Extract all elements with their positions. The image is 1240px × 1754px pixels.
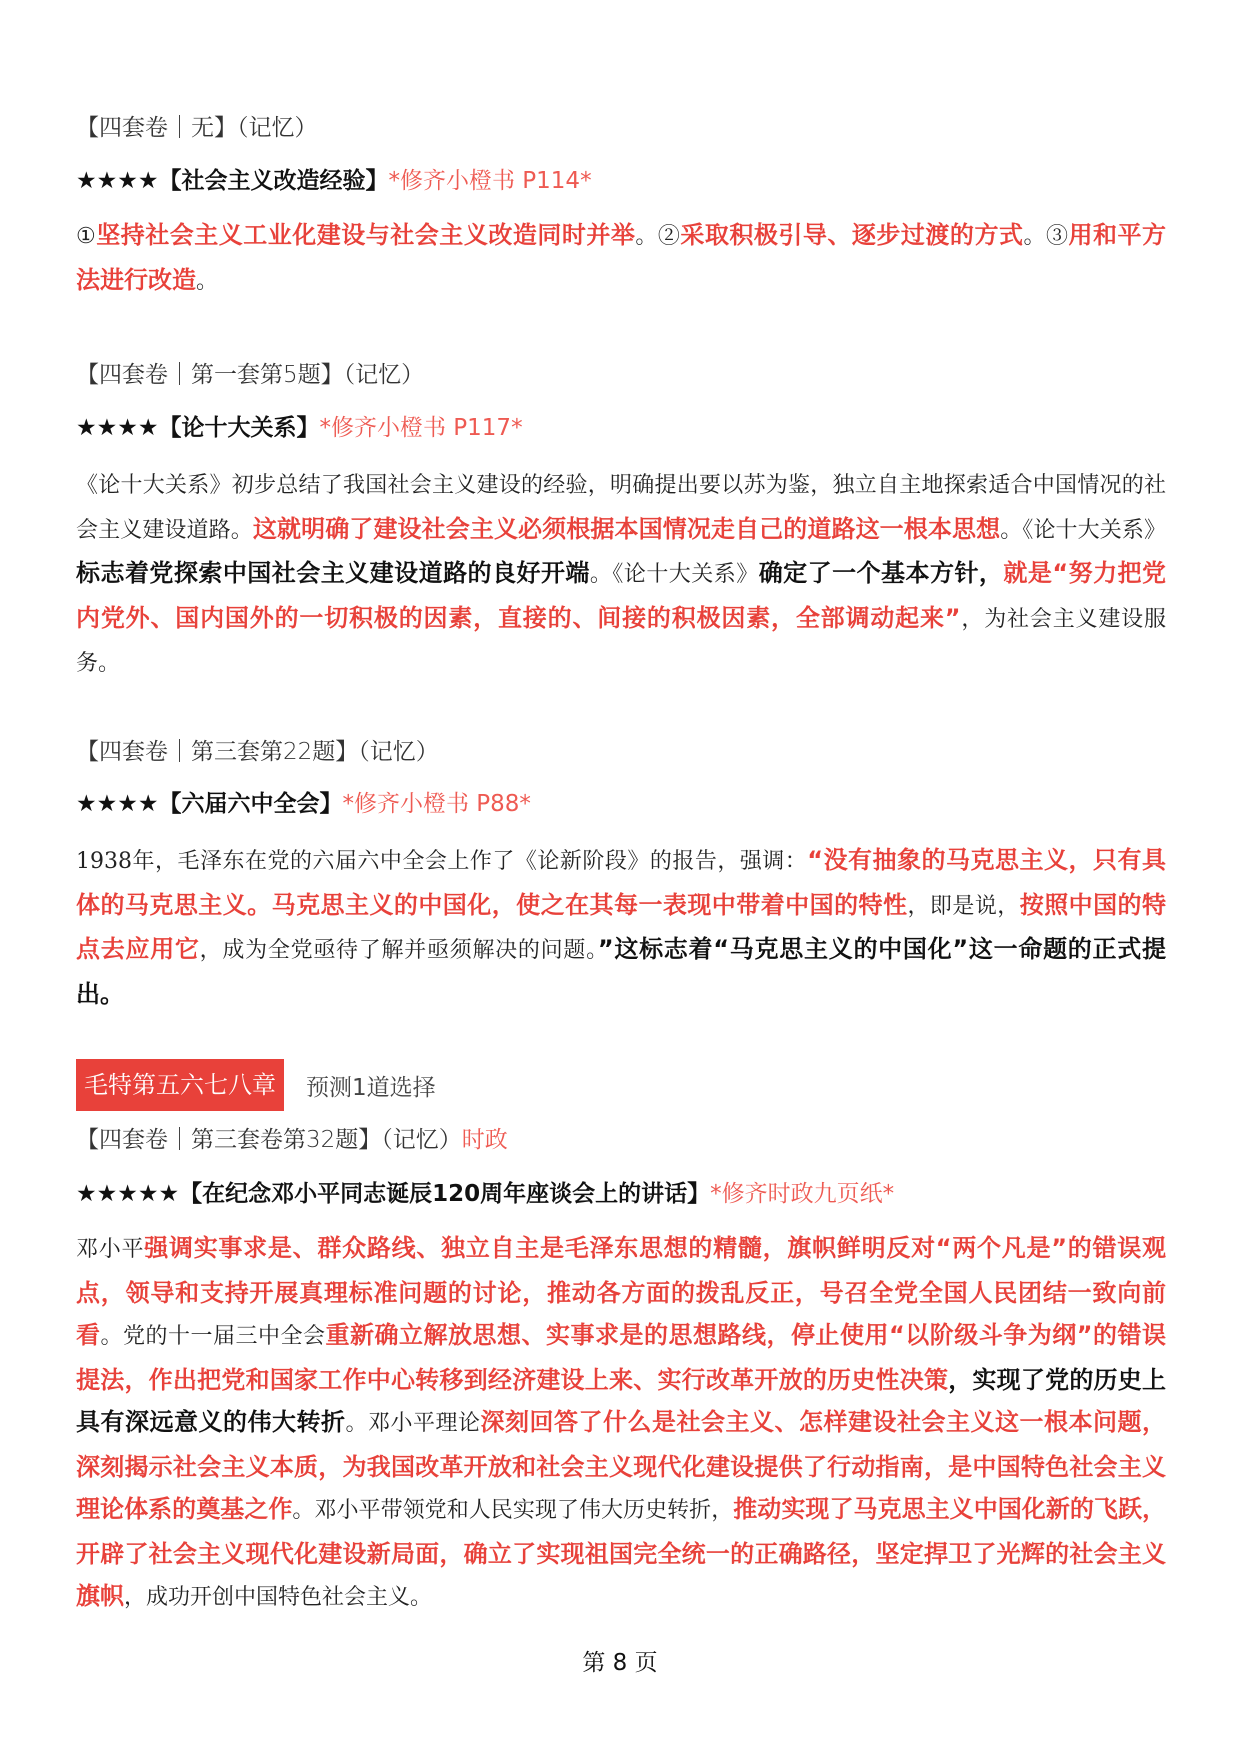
header-text: 【四套卷｜第三套第22题】（记忆） [76, 739, 439, 765]
text-segment-red: 推动实现了马克思主义中国化新的飞跃，开辟了社会主义现代化建设新局面，确立了实现祖国完全统一的正确路径，坚定捍卫了光辉的社会主义旗帜 [76, 1495, 1166, 1610]
header-text: 【四套卷｜第三套卷第32题】（记忆） [76, 1127, 462, 1153]
text-segment-red: “没有抽象的马克思主义，只有具体的马克思主义。马克思主义的中国化，使之在其每一表现中带着中国的特性 [76, 846, 1166, 919]
text-segment-plain: 。党的十一届三中全会 [100, 1324, 326, 1349]
text-segment-plain: 《论十大关系》初步总结了我国社会主义建设的经验，明确提出要以苏为鉴，独立自主地探索适合中国情况的社会主义建设道路。 [76, 473, 1166, 543]
section-4-paragraph [76, 1227, 1166, 1620]
text-segment-red: 重新确立解放思想、实事求是的思想路线，停止使用“以阶级斗争为纲”的错误提法，作出把党和国家工作中心转移到经济建设上来、实行改革开放的历史性决策 [76, 1321, 1166, 1394]
topic-tag: 时政 [461, 1127, 508, 1153]
section-2-header [76, 354, 1166, 396]
text-segment-plain: ① [76, 224, 97, 249]
text-segment-red: 就是“努力把党内党外、国内国外的一切积极的因素，直接的、间接的积极因素，全部调动起来” [76, 559, 1167, 632]
page-number: 第 8 页 [582, 1650, 658, 1676]
section-3-paragraph [76, 839, 1166, 1015]
header-text: 【四套卷｜无】（记忆） [76, 115, 318, 141]
source-note: *修齐小橙书 P114* [388, 168, 592, 194]
title-text: ★★★★【社会主义改造经验】 [76, 168, 389, 194]
source-note: *修齐小橙书 P88* [342, 791, 531, 817]
text-segment-plain: 。邓小平理论 [345, 1411, 481, 1436]
section-4-header [76, 1119, 1166, 1161]
text-segment-red: 采取积极引导、逐步过渡的方式 [680, 221, 1024, 249]
section-1-paragraph [76, 214, 1166, 303]
text-segment-plain: ，即是说， [907, 893, 1020, 919]
text-segment-red: 用和平方法进行改造 [76, 221, 1166, 294]
section-3-title [76, 783, 1166, 825]
text-segment-bold: 标志着党探索中国社会主义建设道路的良好开端 [76, 559, 590, 587]
text-segment-plain: 。③ [1023, 224, 1069, 249]
text-segment-plain: 。《论十大关系》 [589, 562, 759, 587]
header-text: 【四套卷｜第一套第5题】（记忆） [76, 362, 425, 388]
text-segment-plain: 。 [196, 268, 219, 294]
text-segment-red: 坚持社会主义工业化建设与社会主义改造同时并举 [96, 221, 636, 249]
title-text: ★★★★【六届六中全会】 [76, 791, 343, 817]
text-segment-red: 这就明确了建设社会主义必须根据本国情况走自己的道路这一根本思想 [252, 514, 1001, 543]
chapter-prediction: 预测1道选择 [306, 1074, 436, 1101]
source-note: *修齐小橙书 P117* [319, 415, 523, 441]
chapter-badge: 毛特第五六七八章 [76, 1059, 284, 1111]
title-text: ★★★★【论十大关系】 [76, 415, 320, 441]
text-segment-plain: ，成功开创中国特色社会主义。 [124, 1585, 433, 1610]
section-1-header [76, 107, 1166, 149]
section-1-title [76, 160, 1166, 202]
section-3-header [76, 731, 1166, 773]
text-segment-red: 按照中国的特点去应用它 [76, 890, 1167, 963]
section-2-title [76, 407, 1166, 449]
source-note: *修齐时政九页纸* [710, 1181, 895, 1207]
title-text: ★★★★★【在纪念邓小平同志诞辰120周年座谈会上的讲话】 [76, 1181, 711, 1207]
text-segment-red: 强调实事求是、群众路线、独立自主是毛泽东思想的精髓，旗帜鲜明反对“两个凡是”的错误观点，领导和支持开展真理标准问题的讨论，推动各方面的拨乱反正，号召全党全国人民团结一致向前看 [76, 1234, 1166, 1349]
text-segment-plain: 。邓小平带领党和人民实现了伟大历史转折， [292, 1498, 734, 1523]
text-segment-plain: 。《论十大关系》 [1000, 517, 1166, 543]
text-segment-bold: 确定了一个基本方针， [758, 559, 1004, 587]
chapter-heading [76, 1059, 436, 1111]
text-segment-plain: ，成为全党亟待了解并亟须解决的问题。 [199, 938, 598, 963]
text-segment-plain: 邓小平 [76, 1237, 145, 1262]
text-segment-bold: ”这标志着“马克思主义的中国化”这一命题的正式提出。 [76, 935, 1166, 1008]
text-segment-plain: 。② [635, 224, 681, 249]
section-2-paragraph [76, 463, 1166, 686]
text-segment-bold: ，实现了党的历史上具有深远意义的伟大转折 [76, 1365, 1167, 1436]
text-segment-plain: ，为社会主义建设服务。 [76, 606, 1166, 676]
text-segment-plain: 1938年，毛泽东在党的六届六中全会上作了《论新阶段》的报告，强调： [76, 849, 808, 874]
section-4-title [76, 1173, 1166, 1215]
text-segment-red: 深刻回答了什么是社会主义、怎样建设社会主义这一根本问题，深刻揭示社会主义本质，为我国改革开放和社会主义现代化建设提供了行动指南，是中国特色社会主义理论体系的奠基之作 [76, 1408, 1166, 1523]
